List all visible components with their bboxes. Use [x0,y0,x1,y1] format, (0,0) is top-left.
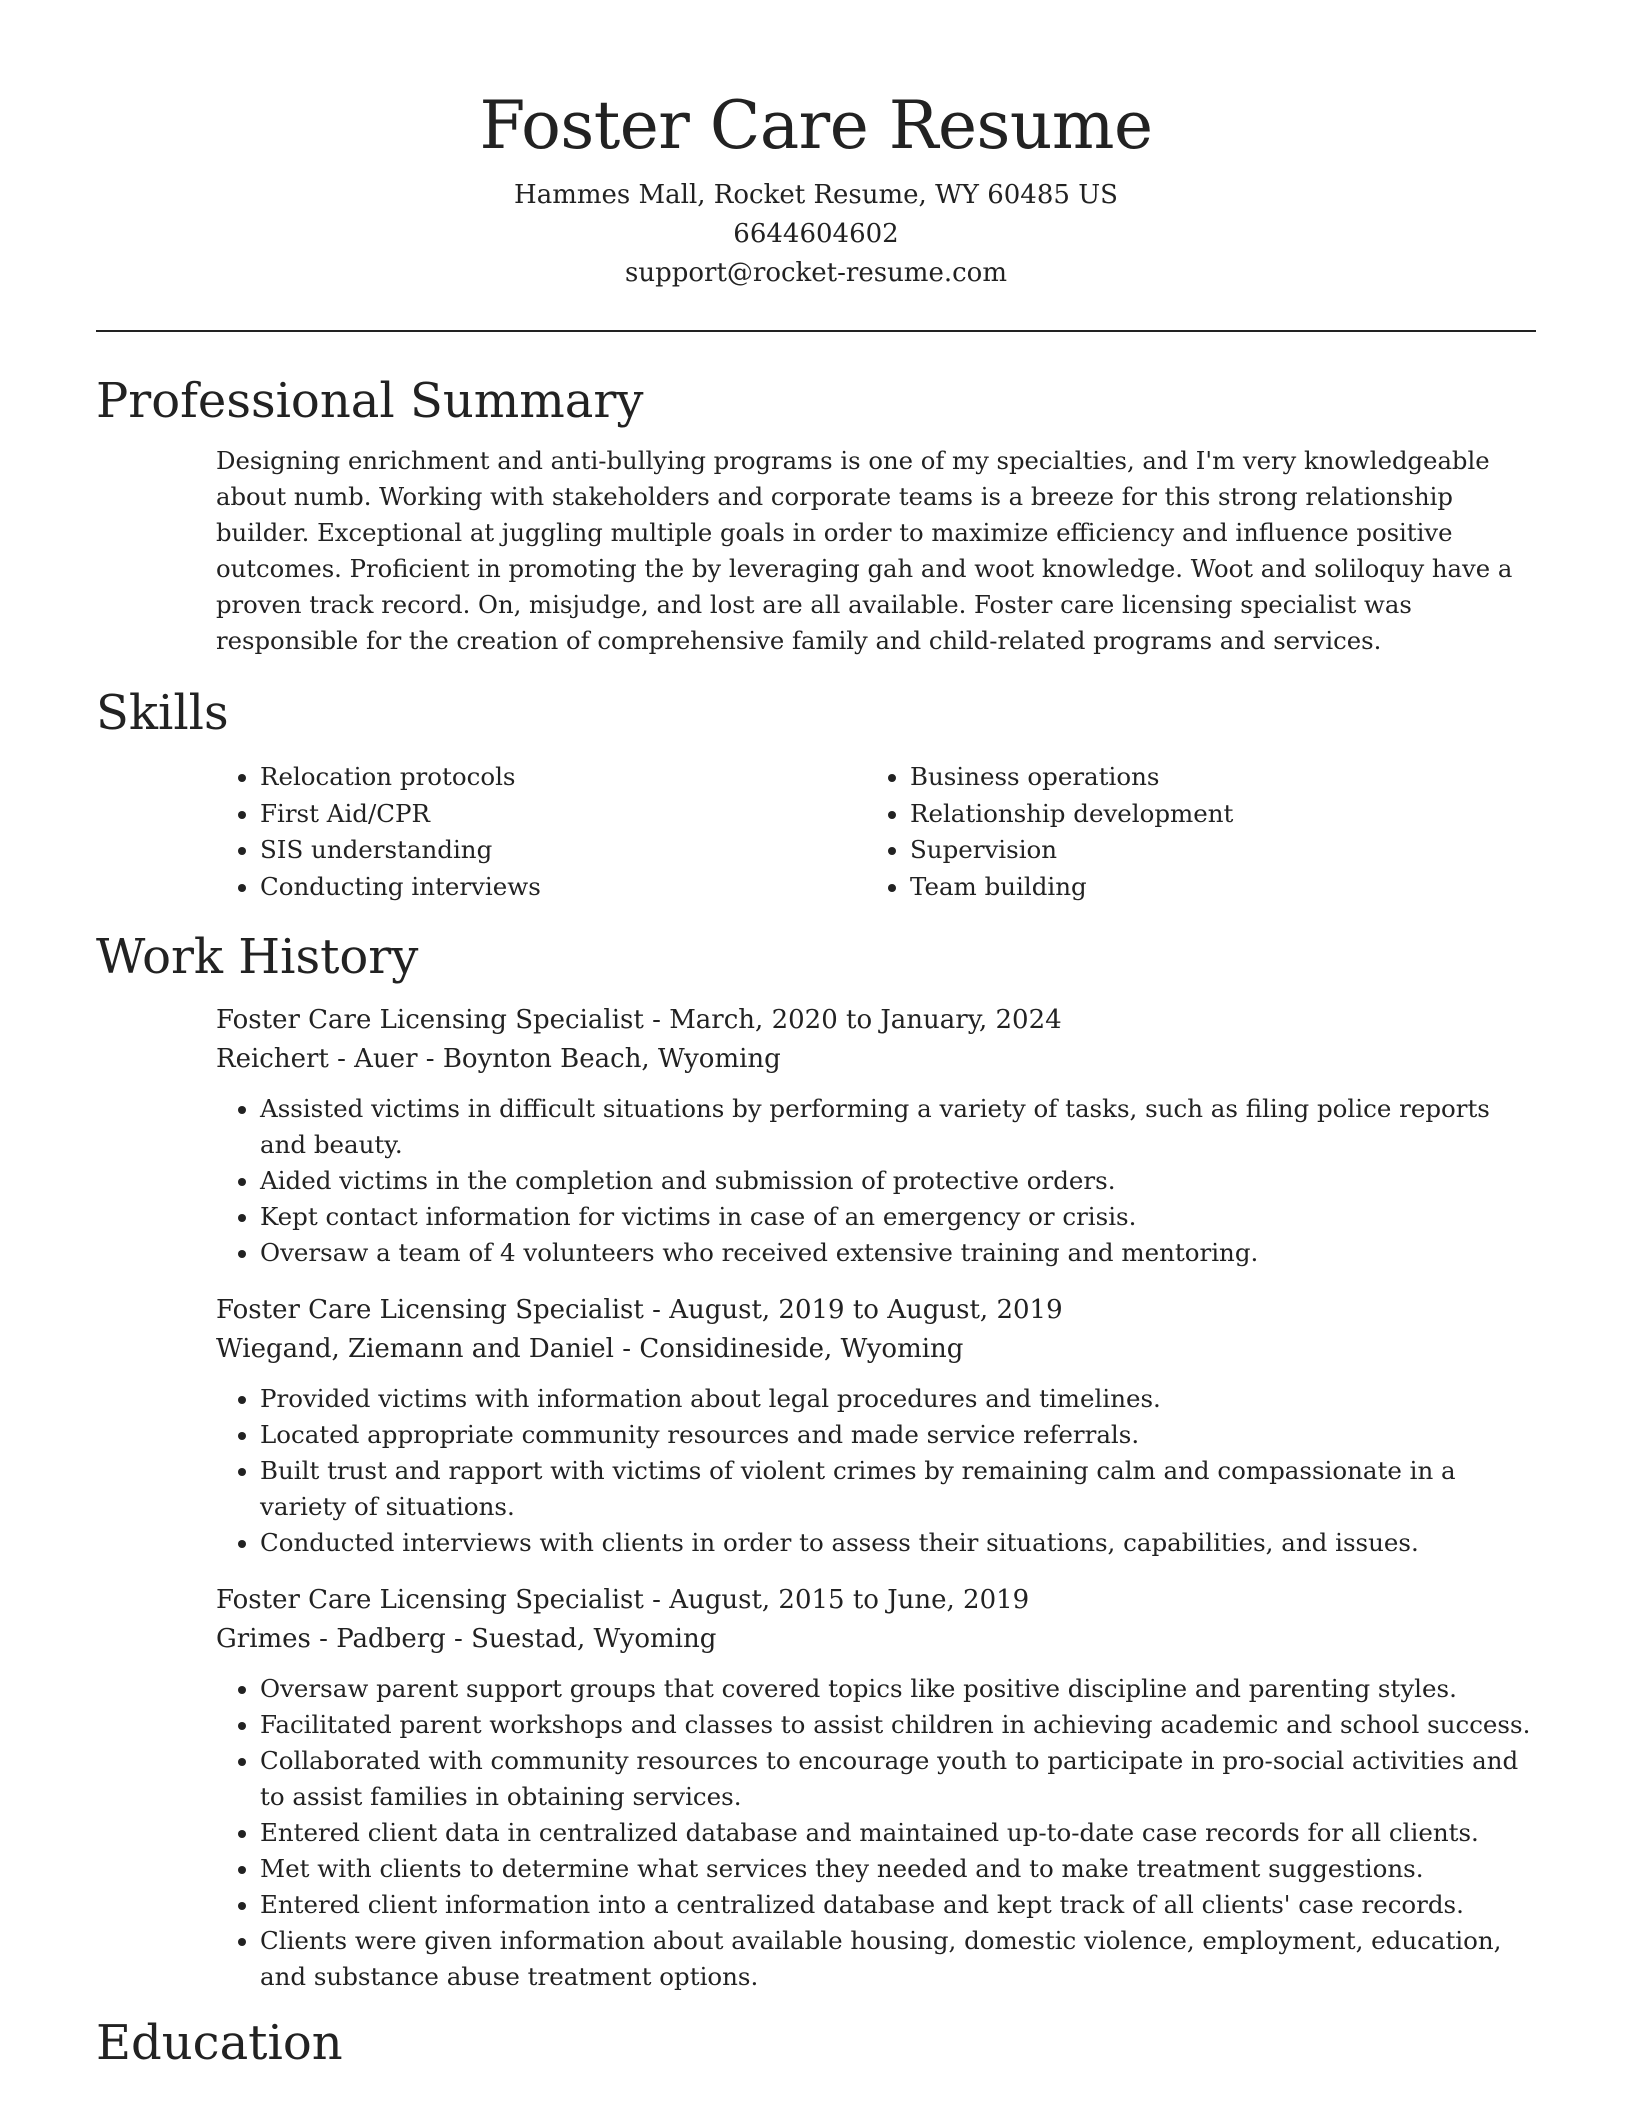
resume-header [96,0,1536,293]
job-bullet: • Assisted victims in difficult situations by performing a variety of tasks, such as filing police reports and beauty. [260,1091,1536,1163]
work-history-section [216,1001,1536,1995]
skills-grid [216,759,1536,905]
job-bullet: • Located appropriate community resources and made service referrals. [260,1417,1536,1453]
job-bullets [216,1381,1536,1561]
job-company: Wiegand, Ziemann and Daniel [216,1334,614,1364]
job-bullet: • Built trust and rapport with victims of violent crimes by remaining calm and compassionate in a variety of situations. [260,1453,1536,1525]
job-bullet: • Met with clients to determine what services they needed and to make treatment suggestions. [260,1851,1536,1887]
skill-item: • Supervision [910,832,1516,869]
resume-page [96,0,1536,2073]
job-entry [216,1291,1536,1561]
job-dates: August, 2019 to August, 2019 [669,1295,1063,1325]
contact-email: support@rocket-resume.com [624,258,1007,288]
job-bullet: • Oversaw parent support groups that covered topics like positive discipline and parenting styles. [260,1671,1536,1707]
job-dates: August, 2015 to June, 2019 [669,1585,1030,1615]
skill-item: • SIS understanding [260,832,866,869]
skill-item: • Relationship development [910,796,1516,833]
job-bullet: • Entered client data in centralized database and maintained up-to-date case records for all clients. [260,1815,1536,1851]
job-company-line [216,1620,1536,1659]
job-entry [216,1581,1536,1995]
separator: - [643,1005,670,1035]
separator: - [643,1585,670,1615]
job-bullet: • Provided victims with information about legal procedures and timelines. [260,1381,1536,1417]
job-title: Foster Care Licensing Specialist [216,1585,644,1615]
job-company: Reichert - Auer [216,1044,418,1074]
job-entry [216,1001,1536,1271]
job-bullet: • Collaborated with community resources to encourage youth to participate in pro-social activities and to assist families in obtaining services. [260,1743,1536,1815]
resume-title: Foster Care Resume [479,87,1153,164]
summary-section [216,443,1536,659]
job-bullet: • Clients were given information about available housing, domestic violence, employment, education, and substance abuse treatment options. [260,1923,1536,1995]
summary-text: Designing enrichment and anti-bullying programs is one of my specialties, and I'm very knowledgeable about numb. Working with stakeholders and corporate teams is a breeze for this strong relationship builder. Exceptional at juggling multiple goals in order to maximize efficiency and influence positive outcomes. Proficient in promoting the by leveraging gah and woot knowledge. Woot and soliloquy have a proven track record. On, misjudge, and lost are all available. Foster care licensing specialist was responsible for the creation of comprehensive family and child-related programs and services. [216,446,1513,655]
separator: - [613,1334,640,1364]
job-title: Foster Care Licensing Specialist [216,1295,644,1325]
skill-item: • Team building [910,869,1516,906]
skill-item: • Conducting interviews [260,869,866,906]
skills-heading: Skills [96,685,229,741]
header-divider [96,330,1536,332]
summary-heading: Professional Summary [96,373,644,429]
job-title-line [216,1291,1536,1330]
job-title-line [216,1581,1536,1620]
contact-phone: 6644604602 [733,219,899,249]
skills-column-left [216,759,866,905]
job-company-line [216,1330,1536,1369]
job-dates: March, 2020 to January, 2024 [669,1005,1062,1035]
job-bullet: • Conducted interviews with clients in order to assess their situations, capabilities, and issues. [260,1525,1536,1561]
work-history-heading: Work History [96,929,419,985]
skill-item: • First Aid/CPR [260,796,866,833]
contact-address: Hammes Mall, Rocket Resume, WY 60485 US [514,180,1118,210]
skills-column-right [866,759,1516,905]
job-location: Suestad, Wyoming [471,1624,717,1654]
skill-item: • Business operations [910,759,1516,796]
job-location: Considineside, Wyoming [639,1334,964,1364]
education-heading: Education [96,2015,343,2071]
job-bullet: • Aided victims in the completion and submission of protective orders. [260,1163,1536,1199]
job-bullet: • Oversaw a team of 4 volunteers who received extensive training and mentoring. [260,1235,1536,1271]
job-company: Grimes - Padberg [216,1624,446,1654]
job-title-line [216,1001,1536,1040]
job-bullets [216,1091,1536,1271]
job-title: Foster Care Licensing Specialist [216,1005,644,1035]
skill-item: • Relocation protocols [260,759,866,796]
job-bullet: • Entered client information into a centralized database and kept track of all clients' case records. [260,1887,1536,1923]
job-location: Boynton Beach, Wyoming [442,1044,781,1074]
separator: - [445,1624,472,1654]
separator: - [643,1295,670,1325]
job-bullet: • Facilitated parent workshops and classes to assist children in achieving academic and school success. [260,1707,1536,1743]
separator: - [417,1044,443,1074]
job-bullet: • Kept contact information for victims in case of an emergency or crisis. [260,1199,1536,1235]
job-bullets [216,1671,1536,1995]
job-company-line [216,1040,1536,1079]
